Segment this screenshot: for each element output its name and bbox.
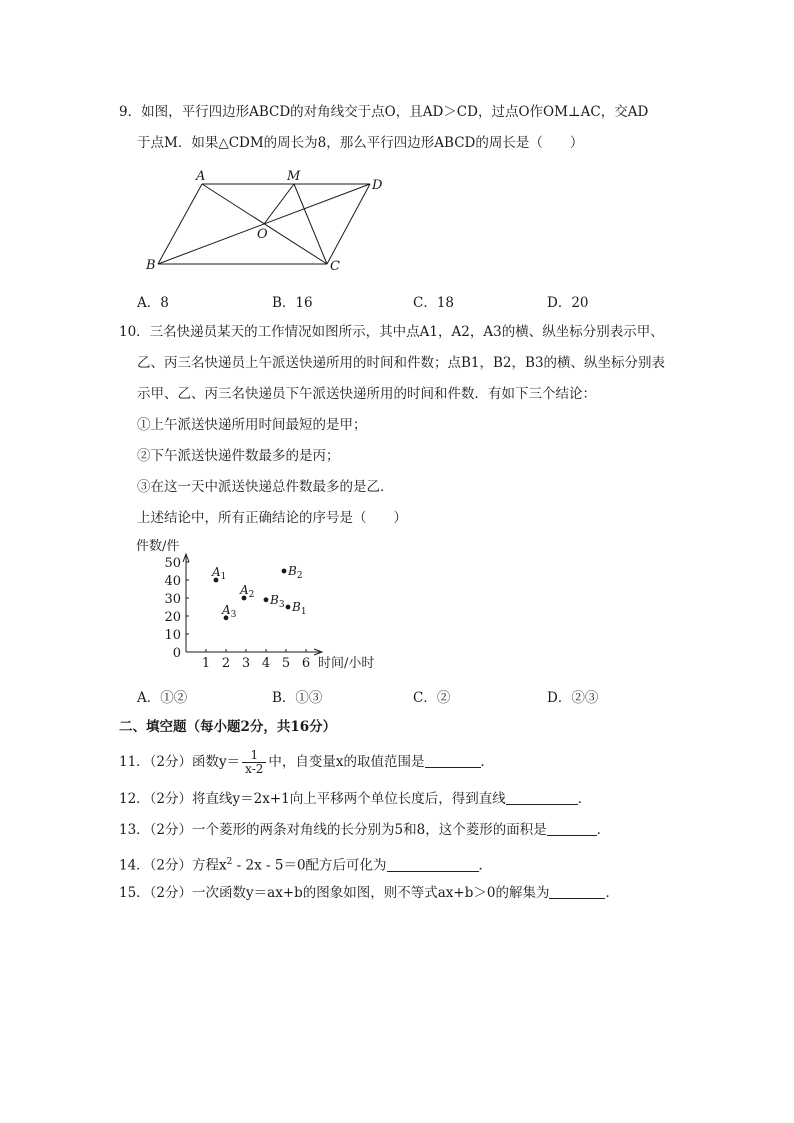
q10-line3: 示甲、乙、丙三名快递员下午派送快递所用的时间和件数．有如下三个结论： [137,386,596,402]
label-m: M [287,169,301,184]
label-d: D [372,178,383,193]
q9-line1 [119,103,648,121]
edge-ab [158,184,202,264]
x-tick-label: 4 [261,656,271,671]
segment-mc [294,184,327,264]
y-tick-label: 0 [172,646,181,661]
q9-option-c[interactable]: C．18 [413,295,455,311]
data-point-b1 [286,605,291,610]
label-o: O [257,227,268,242]
x-tick-label: 2 [221,656,231,671]
x-tick-label: 6 [301,656,311,671]
q14-answer-blank[interactable] [387,857,479,872]
q13-end: ． [596,822,611,838]
q11-denominator: x-2 [245,762,264,776]
y-tick-label: 20 [164,610,181,625]
q13-text: 13．（2分）一个菱形的两条对角线的长分别为5和8，这个菱形的面积是 [119,822,547,838]
q11-fraction [242,749,266,776]
q14-superscript: 2 [226,857,233,867]
q15 [119,884,619,902]
parallelogram-figure [140,165,400,275]
q14-post: - 2x - 5＝0配方后可化为 [232,857,387,874]
point-label-b2: $B_2$ [288,564,303,581]
q10-conclusion-3: ③在这一天中派送快递总件数最多的是乙． [137,479,394,495]
q9-text-1: 如图，平行四边形ABCD的对角线交于点O，且AD＞CD，过点O作OM⊥AC，交AD [141,104,649,120]
q12-end: ． [577,791,592,807]
y-tick-label: 50 [164,556,181,571]
chart-ylabel: 件数/件 [136,539,180,554]
q10-option-c[interactable]: C．② [413,690,451,706]
edge-dc [327,184,370,264]
point-label-b1: $B_1$ [292,600,307,617]
point-label-b3: $B_3$ [270,592,285,610]
q11 [119,749,494,776]
y-tick-label: 30 [164,592,181,607]
q9-option-d[interactable]: D．20 [547,295,589,311]
q10-conclusion-2: ②下午派送快递件数最多的是丙； [137,448,340,464]
x-tick-label: 5 [281,656,291,671]
q13 [119,821,610,839]
q10-line1 [119,323,664,341]
q11-pre: 11．（2分）函数y＝ [119,754,241,770]
section-2-heading: 二、填空题（每小题2分，共16分） [119,719,337,735]
q10-option-d[interactable]: D．②③ [547,690,599,706]
label-b: B [146,258,156,273]
q15-end: ． [605,885,619,901]
q10-option-b[interactable]: B．①③ [272,690,323,706]
q12-text: 12．（2分）将直线y＝2x+1向上平移两个单位长度后，得到直线 [119,791,506,807]
q13-answer-blank[interactable] [547,821,597,836]
x-tick-label: 1 [201,656,211,671]
q11-answer-blank[interactable] [425,753,481,768]
q15-answer-blank[interactable] [549,884,605,899]
q10-conclusion-1: ①上午派送快递所用时间最短的是甲； [137,417,367,433]
x-tick-label: 3 [241,656,251,671]
data-point-b3 [264,597,269,602]
q10-ask: 上述结论中，所有正确结论的序号是（ ） [137,510,407,526]
q9-line2: 于点M．如果△CDM的周长为8，那么平行四边形ABCD的周长是（ ） [137,135,584,151]
y-tick-label: 10 [164,628,181,643]
q12-answer-blank[interactable] [506,790,578,805]
chart-xlabel: 时间/小时 [318,656,375,671]
q11-end: ． [480,754,495,770]
q12 [119,790,591,808]
data-point-b2 [282,569,287,574]
q11-numerator: 1 [242,749,266,763]
q9-number: 9． [119,104,142,120]
point-label-a1: $A_1$ [212,565,227,582]
label-a: A [196,169,206,184]
label-c: C [330,259,340,274]
q14-end: ． [478,857,493,874]
point-label-a3: $A_3$ [222,602,237,620]
q9-option-a[interactable]: A．8 [137,295,169,311]
q10-number: 10． [119,324,150,340]
scatter-chart [130,534,390,674]
point-label-a2: $A_2$ [240,583,255,600]
q15-text: 15．（2分）一次函数y＝ax+b的图象如图，则不等式ax+b＞0的解集为 [119,885,550,901]
q9-option-b[interactable]: B．16 [272,295,313,311]
q10-option-a[interactable]: A．①② [137,690,188,706]
q14 [119,853,492,875]
y-tick-label: 40 [164,574,181,589]
q14-pre: 14．（2分）方程x [119,857,227,874]
q10-text-1: 三名快递员某天的工作情况如图所示，其中点A1，A2，A3的横、纵坐标分别表示甲、 [149,324,664,340]
q10-line2: 乙、丙三名快递员上午派送快递所用的时间和件数；点B1，B2，B3的横、纵坐标分别表 [137,355,666,371]
q11-post: 中，自变量x的取值范围是 [268,754,425,770]
